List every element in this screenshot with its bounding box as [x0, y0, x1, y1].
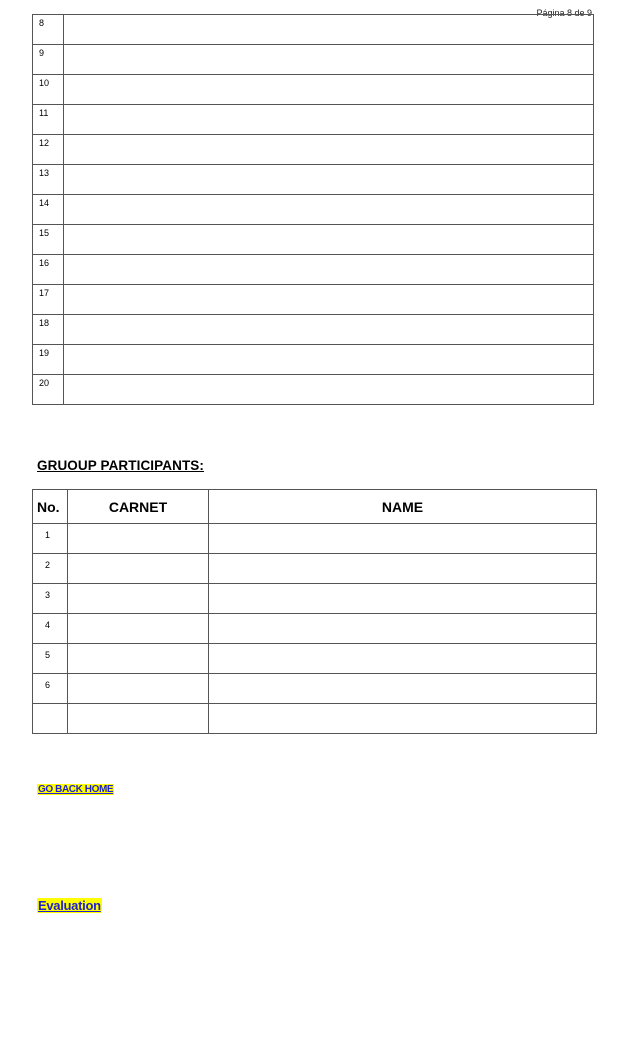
table-row: [33, 584, 597, 614]
table-cell: [64, 45, 594, 75]
section-title: GRUOUP PARTICIPANTS:: [37, 458, 205, 473]
row-number: 19: [33, 345, 64, 375]
table-row: [33, 554, 597, 584]
table-row: [33, 704, 597, 734]
name-cell: [209, 644, 597, 674]
carnet-cell: [68, 524, 209, 554]
table-row: [33, 165, 594, 195]
table-cell: [64, 165, 594, 195]
table-row: [33, 674, 597, 704]
evaluation-link[interactable]: Evaluation: [38, 898, 101, 913]
table-row: [33, 614, 597, 644]
row-number: 16: [33, 255, 64, 285]
table-cell: [64, 75, 594, 105]
table-row: [33, 15, 594, 45]
carnet-cell: [68, 554, 209, 584]
name-cell: [209, 524, 597, 554]
table-row: [33, 524, 597, 554]
carnet-cell: [68, 704, 209, 734]
numbered-table: [32, 14, 594, 405]
table-cell: [64, 255, 594, 285]
participant-number: 6: [33, 674, 68, 704]
row-number: 14: [33, 195, 64, 225]
page-number: Página 8 de 9: [536, 8, 592, 18]
table-row: [33, 644, 597, 674]
table-row: [33, 255, 594, 285]
carnet-cell: [68, 614, 209, 644]
participant-number: 4: [33, 614, 68, 644]
participant-number: 3: [33, 584, 68, 614]
column-header-name: NAME: [209, 490, 597, 524]
row-number: 12: [33, 135, 64, 165]
row-number: 17: [33, 285, 64, 315]
row-number: 13: [33, 165, 64, 195]
table-cell: [64, 135, 594, 165]
table-cell: [64, 195, 594, 225]
participant-number: [33, 704, 68, 734]
row-number: 8: [33, 15, 64, 45]
row-number: 10: [33, 75, 64, 105]
row-number: 18: [33, 315, 64, 345]
carnet-cell: [68, 644, 209, 674]
table-cell: [64, 375, 594, 405]
participant-number: 2: [33, 554, 68, 584]
table-cell: [64, 105, 594, 135]
table-cell: [64, 15, 594, 45]
table-cell: [64, 285, 594, 315]
table-row: [33, 285, 594, 315]
participant-number: 1: [33, 524, 68, 554]
name-cell: [209, 584, 597, 614]
header-row: [33, 490, 597, 524]
name-cell: [209, 614, 597, 644]
name-cell: [209, 554, 597, 584]
table-row: [33, 375, 594, 405]
name-cell: [209, 674, 597, 704]
row-number: 9: [33, 45, 64, 75]
table-row: [33, 225, 594, 255]
table-cell: [64, 345, 594, 375]
row-number: 20: [33, 375, 64, 405]
table-cell: [64, 315, 594, 345]
carnet-cell: [68, 674, 209, 704]
column-header-carnet: CARNET: [68, 490, 209, 524]
column-header-no: No.: [33, 490, 68, 524]
carnet-cell: [68, 584, 209, 614]
table-row: [33, 105, 594, 135]
table-cell: [64, 225, 594, 255]
table-row: [33, 45, 594, 75]
row-number: 11: [33, 105, 64, 135]
participants-table: [32, 489, 597, 734]
table-row: [33, 195, 594, 225]
table-row: [33, 135, 594, 165]
table-row: [33, 75, 594, 105]
row-number: 15: [33, 225, 64, 255]
table-row: [33, 345, 594, 375]
participant-number: 5: [33, 644, 68, 674]
table-row: [33, 315, 594, 345]
name-cell: [209, 704, 597, 734]
go-back-home-link[interactable]: GO BACK HOME: [38, 784, 114, 795]
